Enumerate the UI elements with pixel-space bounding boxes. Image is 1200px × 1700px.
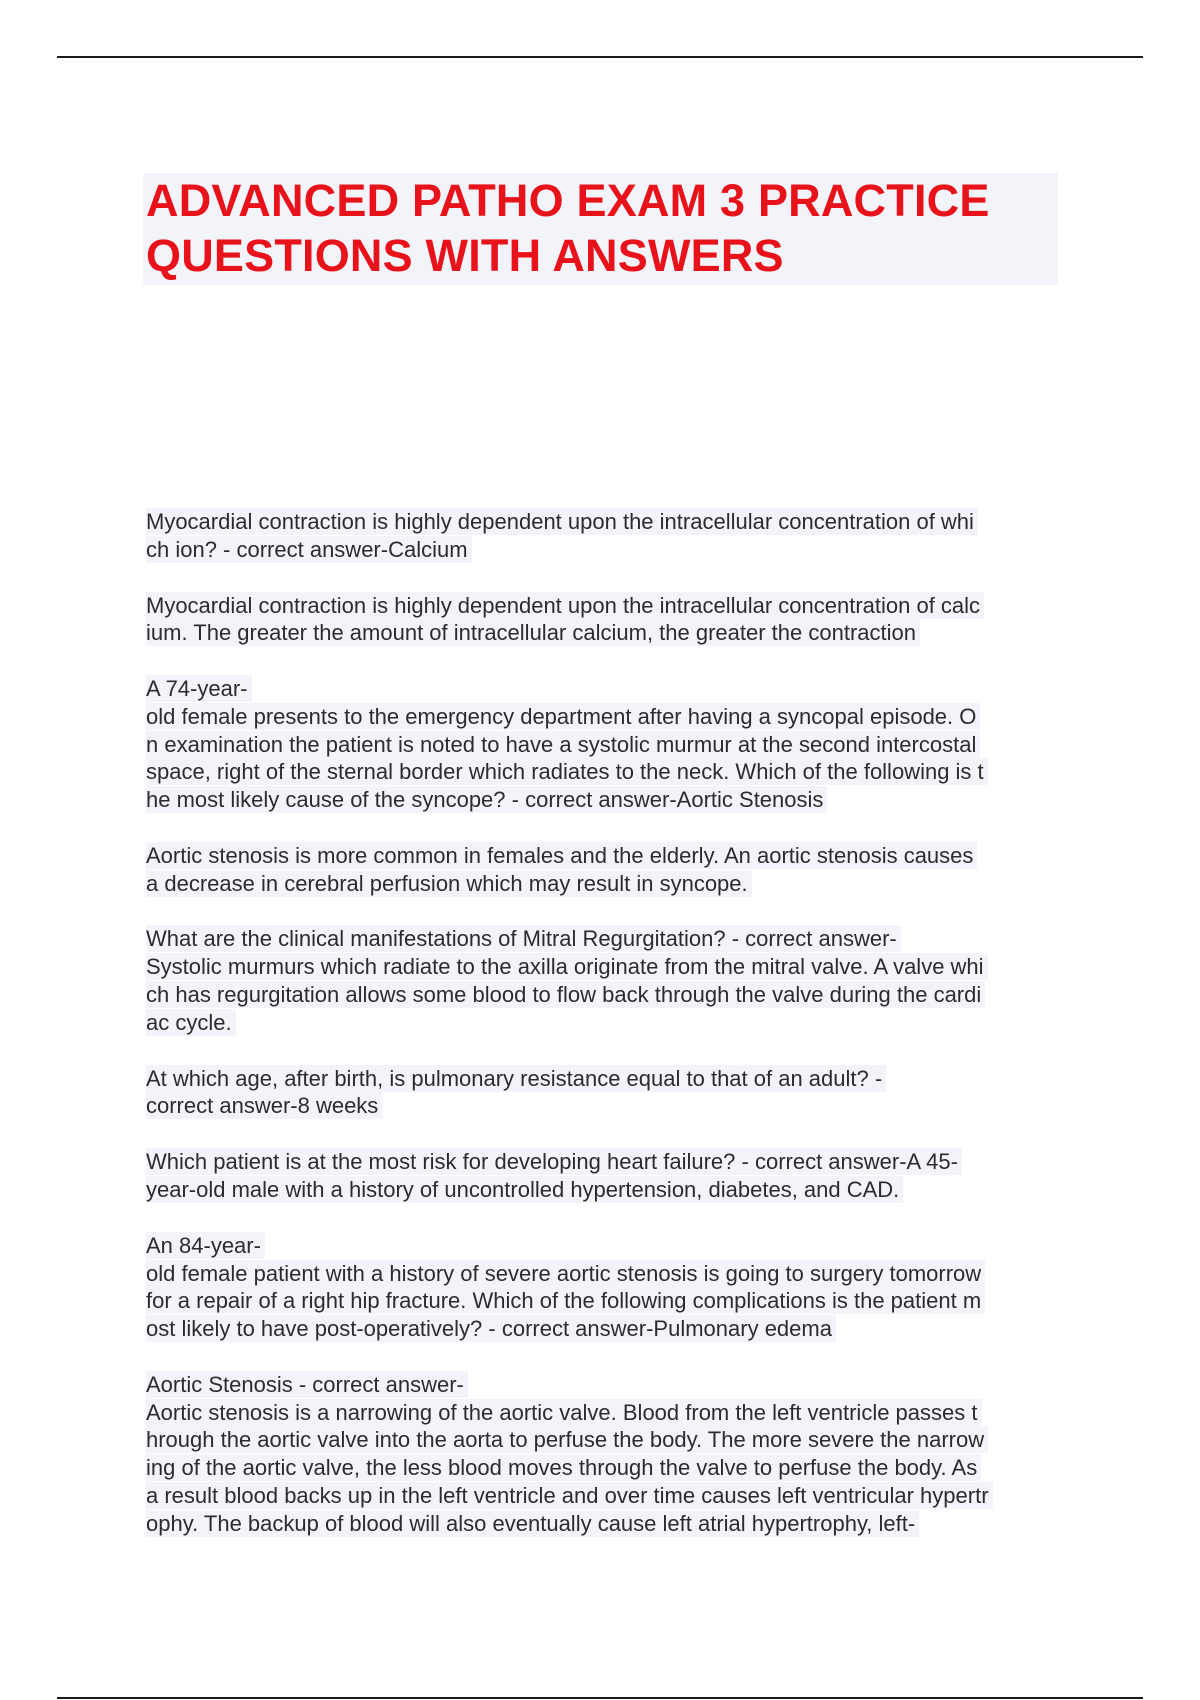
body-line: ium. The greater the amount of intracellular calcium, the greater the contraction [146, 619, 920, 646]
body-line: Myocardial contraction is highly dependent upon the intracellular concentration of whi [146, 508, 978, 535]
body-line: Which patient is at the most risk for developing heart failure? - correct answer-A 45- [146, 1148, 962, 1175]
body-line: year-old male with a history of uncontrolled hypertension, diabetes, and CAD. [146, 1176, 903, 1203]
body-line: Myocardial contraction is highly dependent upon the intracellular concentration of calc [146, 592, 984, 619]
body-line: ch has regurgitation allows some blood to flow back through the valve during the cardi [146, 981, 985, 1008]
bottom-rule [57, 1697, 1143, 1699]
document-title-line-1: ADVANCED PATHO EXAM 3 PRACTICE [146, 175, 990, 226]
body-line: Aortic Stenosis - correct answer- [146, 1371, 468, 1398]
body-line: he most likely cause of the syncope? - correct answer-Aortic Stenosis [146, 786, 827, 813]
body-line: old female patient with a history of severe aortic stenosis is going to surgery tomorrow [146, 1260, 985, 1287]
body-line: old female presents to the emergency department after having a syncopal episode. O [146, 703, 980, 730]
body-line: What are the clinical manifestations of Mitral Regurgitation? - correct answer- [146, 925, 901, 952]
body-line: for a repair of a right hip fracture. Which of the following complications is the patient m [146, 1287, 985, 1314]
body-line: ch ion? - correct answer-Calcium [146, 536, 472, 563]
body-line: hrough the aortic valve into the aorta to perfuse the body. The more severe the narrow [146, 1426, 988, 1453]
body-line: A 74-year- [146, 675, 252, 702]
body-line: ost likely to have post-operatively? - correct answer-Pulmonary edema [146, 1315, 836, 1342]
body-line: a result blood backs up in the left ventricle and over time causes left ventricular hypertr [146, 1482, 993, 1509]
body-line: space, right of the sternal border which radiates to the neck. Which of the following is t [146, 758, 988, 785]
body-line: At which age, after birth, is pulmonary resistance equal to that of an adult? - [146, 1065, 886, 1092]
body-line: An 84-year- [146, 1232, 265, 1259]
document-title-line-2: QUESTIONS WITH ANSWERS [146, 230, 784, 281]
body-line: Aortic stenosis is a narrowing of the aortic valve. Blood from the left ventricle passes t [146, 1399, 982, 1426]
body-line: a decrease in cerebral perfusion which may result in syncope. [146, 870, 752, 897]
body-line: ing of the aortic valve, the less blood moves through the valve to perfuse the body. As [146, 1454, 981, 1481]
body-line: ac cycle. [146, 1009, 236, 1036]
body-line: ophy. The backup of blood will also eventually cause left atrial hypertrophy, left- [146, 1510, 919, 1537]
body-line: Systolic murmurs which radiate to the axilla originate from the mitral valve. A valve whi [146, 953, 988, 980]
body-line: n examination the patient is noted to have a systolic murmur at the second intercostal [146, 731, 980, 758]
top-rule [57, 56, 1143, 58]
body-line: correct answer-8 weeks [146, 1092, 382, 1119]
body-line: Aortic stenosis is more common in females and the elderly. An aortic stenosis causes [146, 842, 977, 869]
